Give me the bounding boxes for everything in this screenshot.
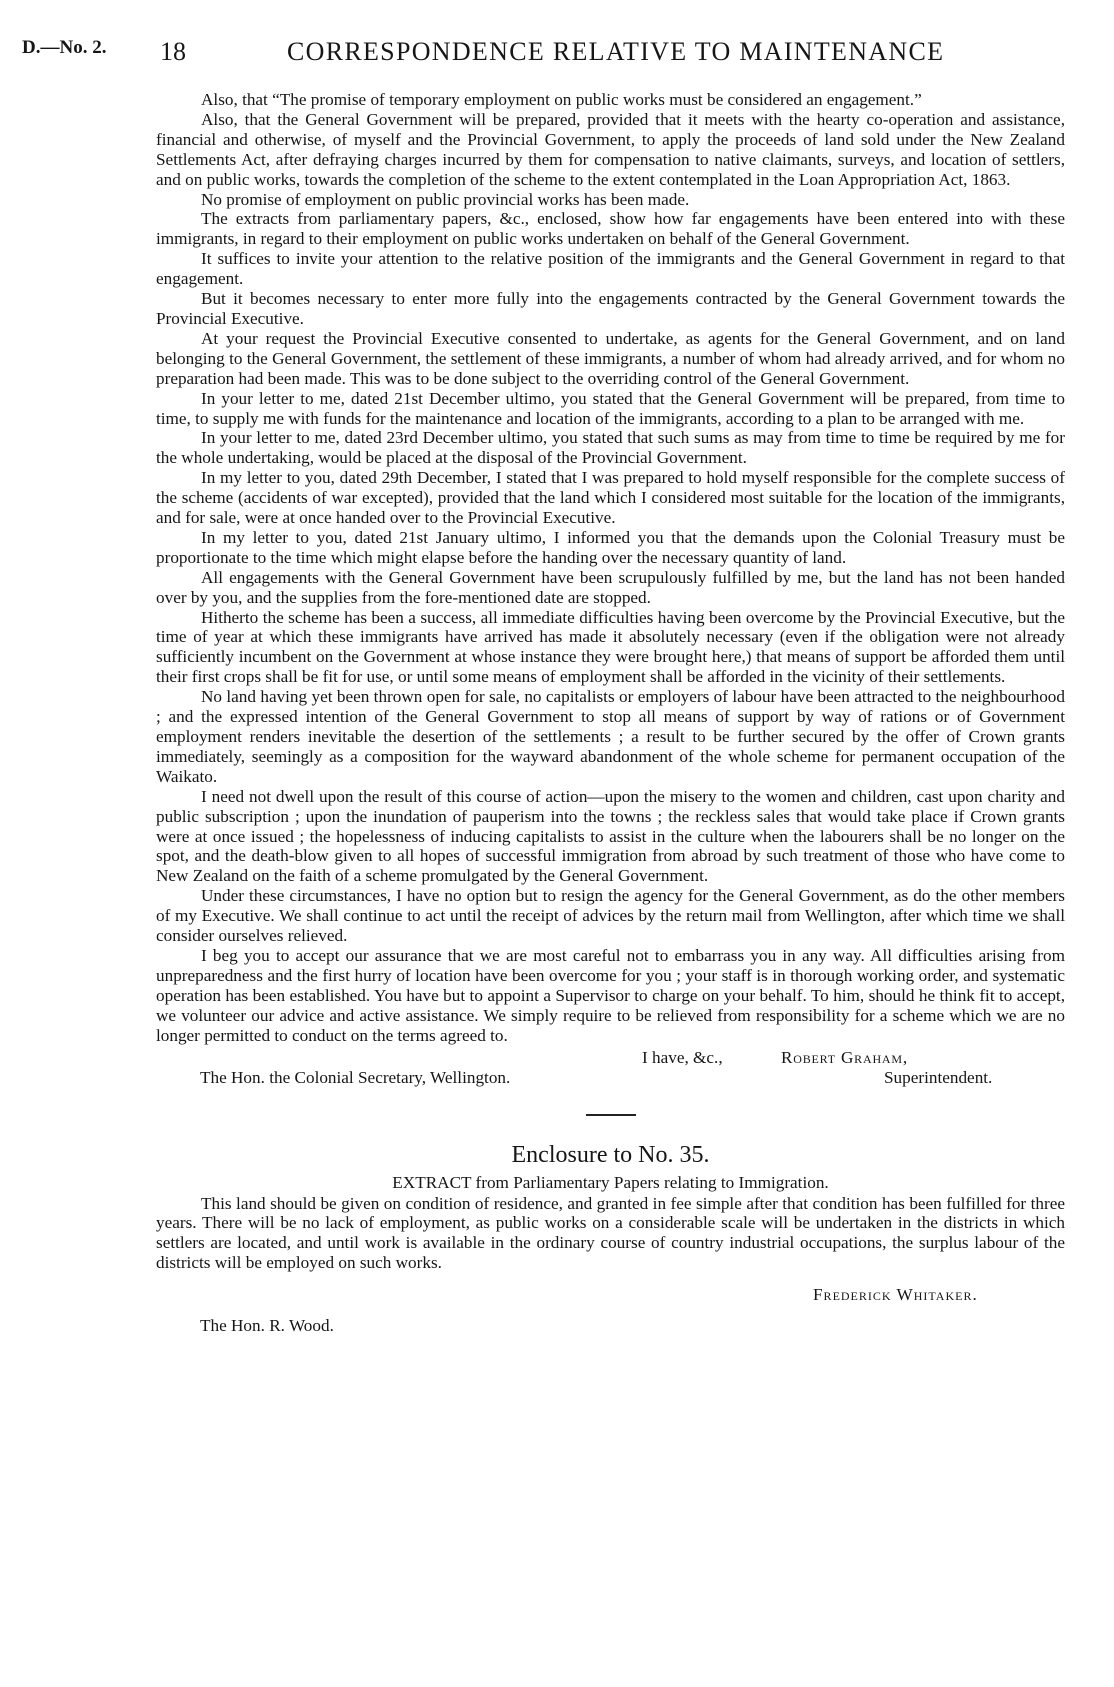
paragraph: At your request the Provincial Executive consented to undertake, as agents for the General Government, and on land belonging to the General Government, the settlement of these immigrants, a number of whom had already arrived, and for whom no preparation had been made. This was to be done subject to the overriding control of the General Government. (156, 328, 1065, 388)
page-header (22, 37, 1100, 71)
paragraph: I beg you to accept our assurance that we are most careful not to embarrass you in any way. All difficulties arising from unpreparedness and the first hurry of location have been overcome for you ; your staff is in thorough working order, and systematic operation has been established. You have but to appoint a Supervisor to charge on your behalf. To him, should he think fit to accept, we volunteer our advice and active assistance. We simply require to be relieved from responsibility for a scheme which we are no longer permitted to conduct on the terms agreed to. (156, 945, 1065, 1045)
paragraph: The extracts from parliamentary papers, &c., enclosed, show how far engagements have been entered into with these immigrants, in regard to their employment on public works undertaken on behalf of the General Government. (156, 209, 1065, 249)
page-number: 18 (160, 37, 186, 66)
closing-greeting: I have, &c., (642, 1047, 723, 1067)
paragraph: No promise of employment on public provincial works has been made. (201, 189, 690, 209)
enclosure-paragraph: This land should be given on condition of residence, and granted in fee simple after that condition has been fulfilled for three years. There will be no lack of employment, as public works on a considerable scale will be undertaken in the districts in which settlers are located, and until work is available in the ordinary course of country industrial occupations, the surplus labour of the districts will be employed on such works. (156, 1193, 1065, 1273)
paragraph: It suffices to invite your attention to the relative position of the immigrants and the General Government in regard to that engagement. (156, 249, 1065, 289)
enclosure-signer: Frederick Whitaker. (813, 1285, 978, 1305)
running-title: CORRESPONDENCE RELATIVE TO MAINTENANCE (287, 37, 945, 66)
paragraph: Under these circumstances, I have no option but to resign the agency for the General Government, as do the other members of my Executive. We shall continue to act until the receipt of advices by the return mail from Wellington, after which time we shall consider ourselves relieved. (156, 886, 1065, 946)
paragraph: In your letter to me, dated 21st December ultimo, you stated that the General Government will be prepared, from time to time, to supply me with funds for the maintenance and location of the immigrants, according to a plan to be arranged with me. (156, 388, 1065, 428)
paragraph: In your letter to me, dated 23rd December ultimo, you stated that such sums as may from time to time be required by me for the whole undertaking, would be placed at the disposal of the Provincial Government. (156, 428, 1065, 468)
paragraph: Also, that the General Government will be prepared, provided that it meets with the hearty co-operation and assistance, financial and otherwise, of myself and the Provincial Government, to apply the proceeds of land sold under the New Zealand Settlements Act, after defraying charges incurred by them for compensation to native claimants, surveys, and location of settlers, and on public works, towards the completion of the scheme to the extent contemplated in the Loan Appropriation Act, 1863. (156, 109, 1065, 189)
enclosure-addressee: The Hon. R. Wood. (200, 1316, 334, 1336)
signatory-name: Robert Graham, (781, 1047, 908, 1067)
paragraph: Hitherto the scheme has been a success, all immediate difficulties having been overcome by the Provincial Executive, but the time of year at which these immigrants have arrived has made it absolutely necessary (even if the obligation were not already sufficiently incumbent on the Government at whose instance they were brought here,) that means of support be afforded them until their first crops shall be fit for use, or until some means of employment shall be afforded in the vicinity of their settlements. (156, 607, 1065, 687)
enclosure-subheading: EXTRACT from Parliamentary Papers relating to Immigration. (392, 1172, 829, 1192)
enclosure-heading: Enclosure to No. 35. (511, 1141, 710, 1168)
paragraph: But it becomes necessary to enter more fully into the engagements contracted by the General Government towards the Provincial Executive. (156, 289, 1065, 328)
signatory-role: Superintendent. (884, 1067, 993, 1087)
enclosure-signature-block (156, 1273, 1065, 1339)
paragraph: Also, that “The promise of temporary employment on public works must be considered an engagement.” (201, 90, 922, 109)
section-divider (586, 1114, 636, 1116)
document-reference: D.—No. 2. (22, 37, 107, 58)
letter-body (156, 90, 1065, 1339)
addressee: The Hon. the Colonial Secretary, Wellington. (200, 1067, 511, 1087)
paragraph: No land having yet been thrown open for sale, no capitalists or employers of labour have been attracted to the neighbourhood ; and the expressed intention of the General Government to stop all means of support by way of rations or of Government employment renders inevitable the desertion of the settlements ; a result to be further secured by the offer of Crown grants immediately, seemingly as a composition for the wayward abandonment of the whole scheme for permanent occupation of the Waikato. (156, 687, 1065, 786)
paragraph: In my letter to you, dated 21st January ultimo, I informed you that the demands upon the Colonial Treasury must be proportionate to the time which might elapse before the handing over the necessary quantity of land. (156, 527, 1065, 567)
paragraph: In my letter to you, dated 29th December, I stated that I was prepared to hold myself responsible for the complete success of the scheme (accidents of war excepted), provided that the land which I considered most suitable for the location of the immigrants, and for sale, were at once handed over to the Provincial Executive. (156, 468, 1065, 528)
letter-signature-block (156, 1046, 1065, 1086)
paragraph: All engagements with the General Government have been scrupulously fulfilled by me, but the land has not been handed over by you, and the supplies from the fore-mentioned date are stopped. (156, 567, 1065, 607)
paragraph: I need not dwell upon the result of this course of action—upon the misery to the women and children, cast upon charity and public subscription ; upon the inundation of pauperism into the towns ; the reckless sales that would take place if Crown grants were at once issued ; the hopelessness of inducing capitalists to assist in the culture when the labourers shall be no longer on the spot, and the death-blow given to all hopes of successful immigration from abroad by such treatment of those who have come to New Zealand on the faith of a scheme promulgated by the General Government. (156, 786, 1065, 886)
